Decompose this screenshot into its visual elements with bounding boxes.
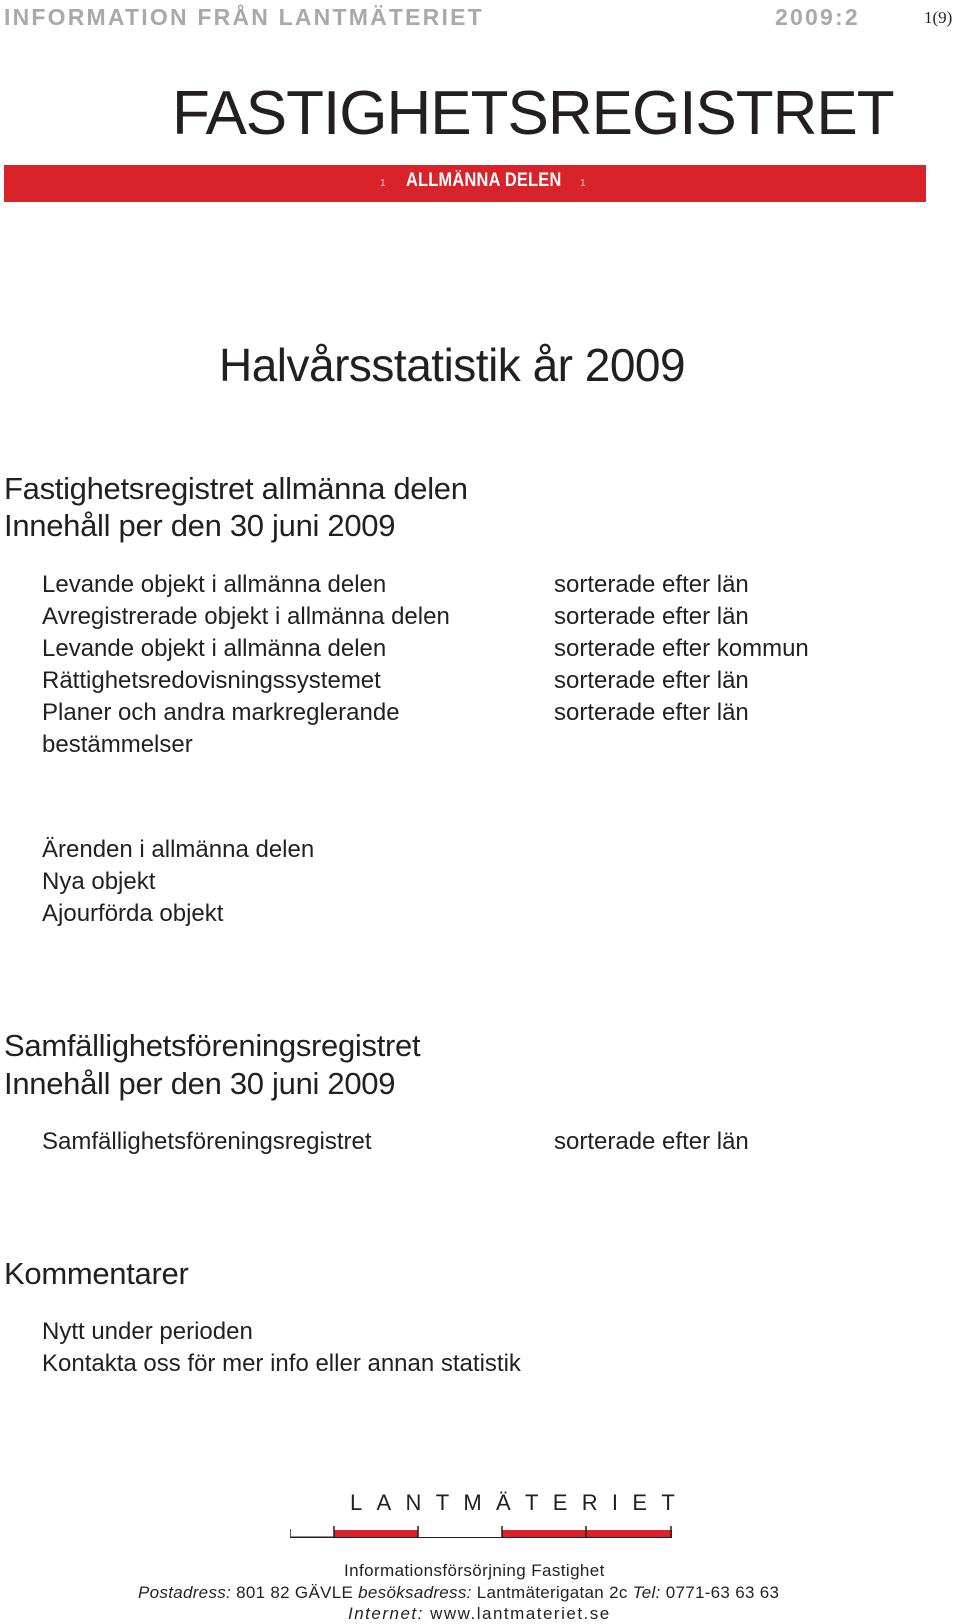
list-item: Samfällighetsföreningsregistret [42,1128,372,1155]
sort-link-county[interactable]: sorterade efter län [554,667,749,694]
list-item: Planer och andra markreglerande [42,699,400,726]
postal-label: Postadress: [138,1583,232,1602]
stats-title: Halvårsstatistik år 2009 [219,339,686,391]
list-item: Levande objekt i allmänna delen [42,571,387,598]
new-objects-link[interactable]: Nya objekt [42,868,156,895]
web-link[interactable]: www.lantmateriet.se [430,1604,611,1623]
section-heading-general: Fastighetsregistret allmänna delen [4,471,468,506]
contact-link[interactable]: Kontakta oss för mer info eller annan statistik [42,1350,521,1377]
list-item: Rättighetsredovisningssystemet [42,667,381,694]
footer-unit: Informationsförsörjning Fastighet [344,1561,605,1580]
list-item: Avregistrerade objekt i allmänna delen [42,603,450,630]
issue-number: 2009:2 [775,4,860,30]
section-subheading-association: Innehåll per den 30 juni 2009 [4,1066,396,1101]
document-title: FASTIGHETSREGISTRET [172,79,894,148]
postal-value: 801 82 GÄVLE [236,1583,354,1602]
sort-link-county[interactable]: sorterade efter län [554,603,749,630]
tel-value: 0771-63 63 63 [665,1583,780,1602]
footer-address-line [138,1583,779,1603]
sort-link-county[interactable]: sorterade efter län [554,571,749,598]
tel-label: Tel: [632,1583,661,1602]
footer-web-line [348,1604,611,1624]
section-subheading-general: Innehåll per den 30 juni 2009 [4,508,396,543]
cases-link[interactable]: Ärenden i allmänna delen [42,836,315,863]
logo-wordmark: LANTMÄTERIET [350,1490,690,1515]
list-item: Levande objekt i allmänna delen [42,635,387,662]
web-label: Internet: [348,1604,424,1623]
band-mark-left: 1 [380,178,386,189]
section-heading-comments: Kommentarer [4,1256,189,1291]
band-label: ALLMÄNNA DELEN [406,170,562,191]
visit-value: Lantmäterigatan 2c [476,1583,628,1602]
visit-label: besöksadress: [358,1583,472,1602]
logo-scale-bar [290,1524,672,1538]
sort-link-municipality[interactable]: sorterade efter kommun [554,635,809,662]
news-link[interactable]: Nytt under perioden [42,1318,253,1345]
list-item: bestämmelser [42,731,193,758]
band-mark-right: 1 [580,178,586,189]
sort-link-county[interactable]: sorterade efter län [554,699,749,726]
updated-objects-link[interactable]: Ajourförda objekt [42,900,224,927]
publisher-header: INFORMATION FRÅN LANTMÄTERIET [4,4,484,30]
sort-link-county[interactable]: sorterade efter län [554,1128,749,1155]
section-heading-association: Samfällighetsföreningsregistret [4,1028,421,1063]
page-number: 1(9) [924,8,953,27]
